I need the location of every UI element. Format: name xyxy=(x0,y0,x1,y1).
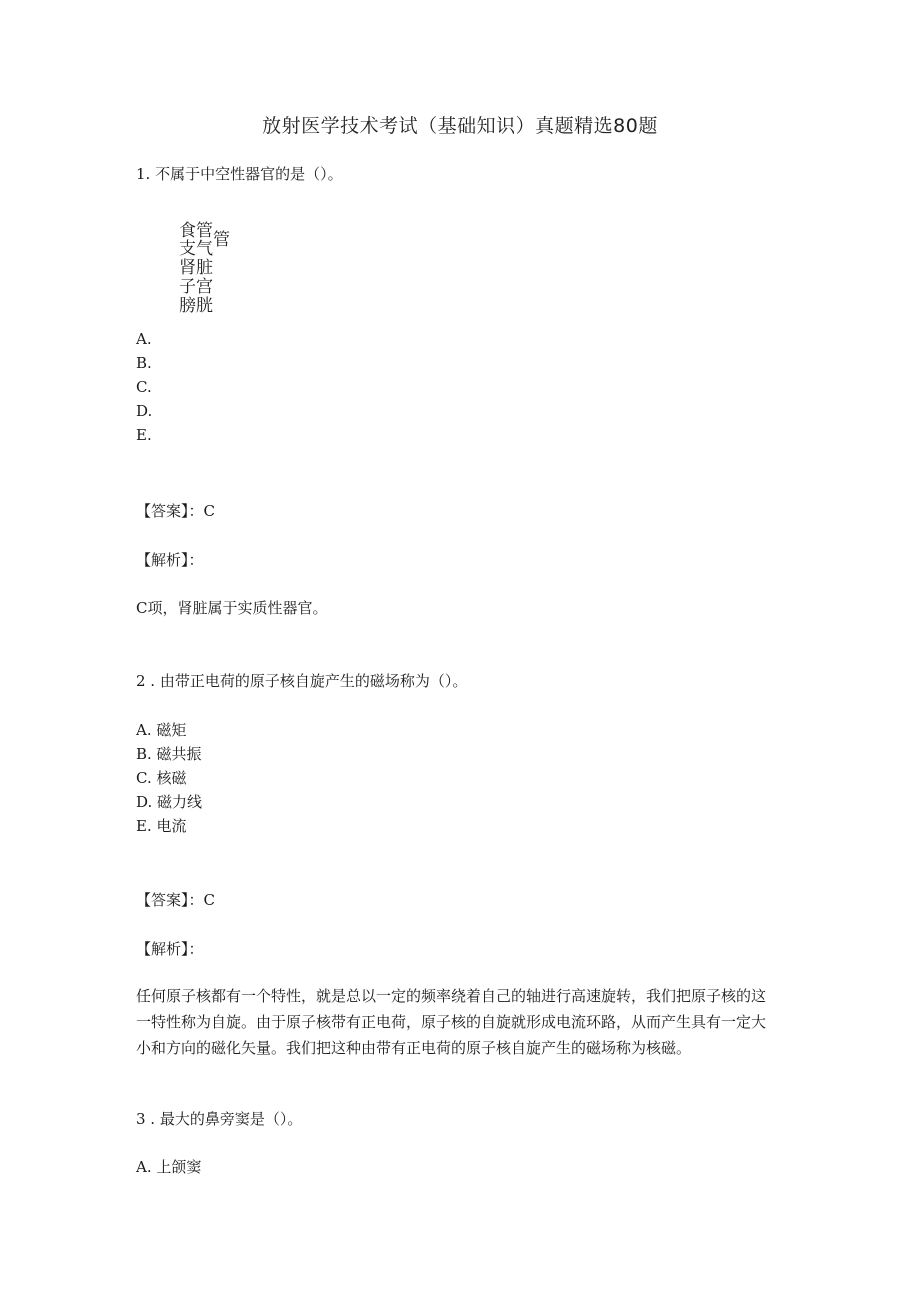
option-letter: C. xyxy=(136,378,152,396)
option-letter: B. xyxy=(136,354,152,372)
choice-text: 子宫 xyxy=(179,277,213,297)
option-letter: D. xyxy=(136,402,153,420)
analysis-label: 【解析】： xyxy=(136,940,204,958)
option-item: A. 上颌窦 xyxy=(136,1158,202,1176)
analysis-text: C项，肾脏属于实质性器官。 xyxy=(136,599,328,617)
choice-text-part: 管 xyxy=(213,230,230,250)
analysis-text: 任何原子核都有一个特性，就是总以一定的频率绕着自己的轴进行高速旋转，我们把原子核的这一特性称为自旋。由于原子核带有正电荷，原子核的自旋就形成电流环路，从而产生具有一定大小和方向的磁化矢量。我们把这种由带有正电荷的原子核自旋产生的磁场称为核磁。 xyxy=(136,987,767,1057)
option-letter: E. xyxy=(136,426,152,444)
page-title: 放射医学技术考试（基础知识）真题精选80题 xyxy=(262,115,658,137)
analysis-label: 【解析】： xyxy=(136,551,204,569)
option-item: B. 磁共振 xyxy=(136,745,202,763)
question-3-stem: 3 . 最大的鼻旁窦是（）。 xyxy=(136,1110,303,1128)
choice-text: 肾脏 xyxy=(179,258,213,278)
option-item: C. 核磁 xyxy=(136,769,187,787)
option-letter: A. xyxy=(136,330,152,348)
option-item: E. 电流 xyxy=(136,817,187,835)
option-item: D. 磁力线 xyxy=(136,793,203,811)
choice-text: 膀胱 xyxy=(179,296,213,316)
option-item: A. 磁矩 xyxy=(136,721,187,739)
question-2-stem: 2 . 由带正电荷的原子核自旋产生的磁场称为（）。 xyxy=(136,672,468,690)
choice-text: 食管 xyxy=(179,221,213,241)
choice-text-part: 支气 xyxy=(179,239,213,259)
answer-label: 【答案】：C xyxy=(136,891,215,909)
answer-label: 【答案】：C xyxy=(136,502,215,520)
question-1-stem: 1. 不属于中空性器官的是（）。 xyxy=(136,165,343,183)
